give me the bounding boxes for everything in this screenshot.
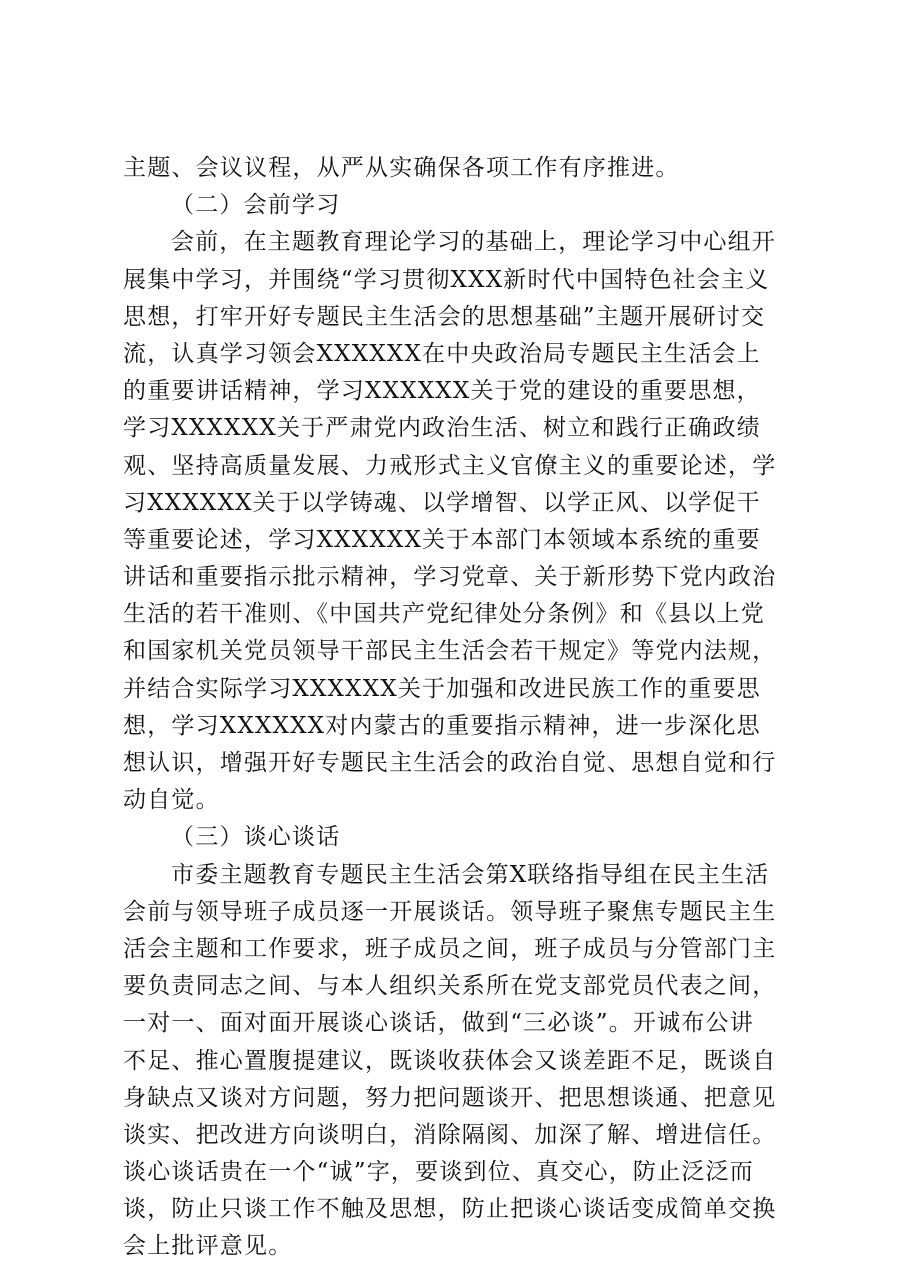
body-line: 的重要讲话精神，学习XXXXXX关于党的建设的重要思想， [123,378,761,405]
body-line: 讲话和重要指示批示精神，学习党章、关于新形势下党内政治 [123,564,777,591]
body-line: 活会主题和工作要求，班子成员之间，班子成员与分管部门主 [123,935,777,962]
body-line: 谈实、把改进方向谈明白，消除隔阂、加深了解、增进信任。 [123,1121,777,1148]
body-line: 谈，防止只谈工作不触及思想，防止把谈心谈话变成简单交换 [123,1196,777,1223]
body-line: 习XXXXXX关于以学铸魂、以学增智、以学正风、以学促干 [123,489,761,516]
body-line: 不足、推心置腹提建议，既谈收获体会又谈差距不足，既谈自 [123,1047,777,1074]
body-line: 和国家机关党员领导干部民主生活会若干规定》等党内法规， [123,638,777,665]
document-body [123,150,803,1266]
body-line: 动自觉。 [123,787,220,814]
body-line: 一对一、面对面开展谈心谈话，做到“三必谈”。开诚布公讲 [123,1010,754,1037]
body-line: 身缺点又谈对方问题，努力把问题谈开、把思想谈通、把意见 [123,1084,777,1111]
body-line: 等重要论述，学习XXXXXX关于本部门本领域本系统的重要 [123,526,761,553]
body-line: 会前与领导班子成员逐一开展谈话。领导班子聚焦专题民主生 [123,898,777,925]
body-line: 市委主题教育专题民主生活会第X联络指导组在民主生活 [171,861,770,888]
body-line: 并结合实际学习XXXXXX关于加强和改进民族工作的重要思 [123,675,761,702]
body-line: 思想，打牢开好专题民主生活会的思想基础”主题开展研讨交 [123,303,766,330]
body-line: 谈心谈话贵在一个“诚”字，要谈到位、真交心，防止泛泛而 [123,1159,754,1186]
body-line: 想认识，增强开好专题民主生活会的政治自觉、思想自觉和行 [123,750,777,776]
body-line: 想，学习XXXXXX对内蒙古的重要指示精神，进一步深化思 [123,712,761,739]
body-line: 学习XXXXXX关于严肃党内政治生活、树立和践行正确政绩 [123,415,761,442]
body-line: 主题、会议议程，从严从实确保各项工作有序推进。 [123,155,680,181]
body-line: 要负责同志之间、与本人组织关系所在党支部党员代表之间， [123,973,777,1000]
body-line: 会前，在主题教育理论学习的基础上，理论学习中心组开 [171,229,776,256]
body-line: 展集中学习，并围绕“学习贯彻XXX新时代中国特色社会主义 [123,266,770,293]
body-line: 生活的若干准则、《中国共产党纪律处分条例》和《县以上党 [123,601,765,628]
body-line: 会上批评意见。 [123,1233,293,1260]
section-heading-talks: （三）谈心谈话 [171,824,341,851]
section-heading-study: （二）会前学习 [171,192,341,219]
body-line: 观、坚持高质量发展、力戒形式主义官僚主义的重要论述，学 [123,452,777,479]
body-line: 流，认真学习领会XXXXXX在中央政治局专题民主生活会上 [123,340,761,367]
